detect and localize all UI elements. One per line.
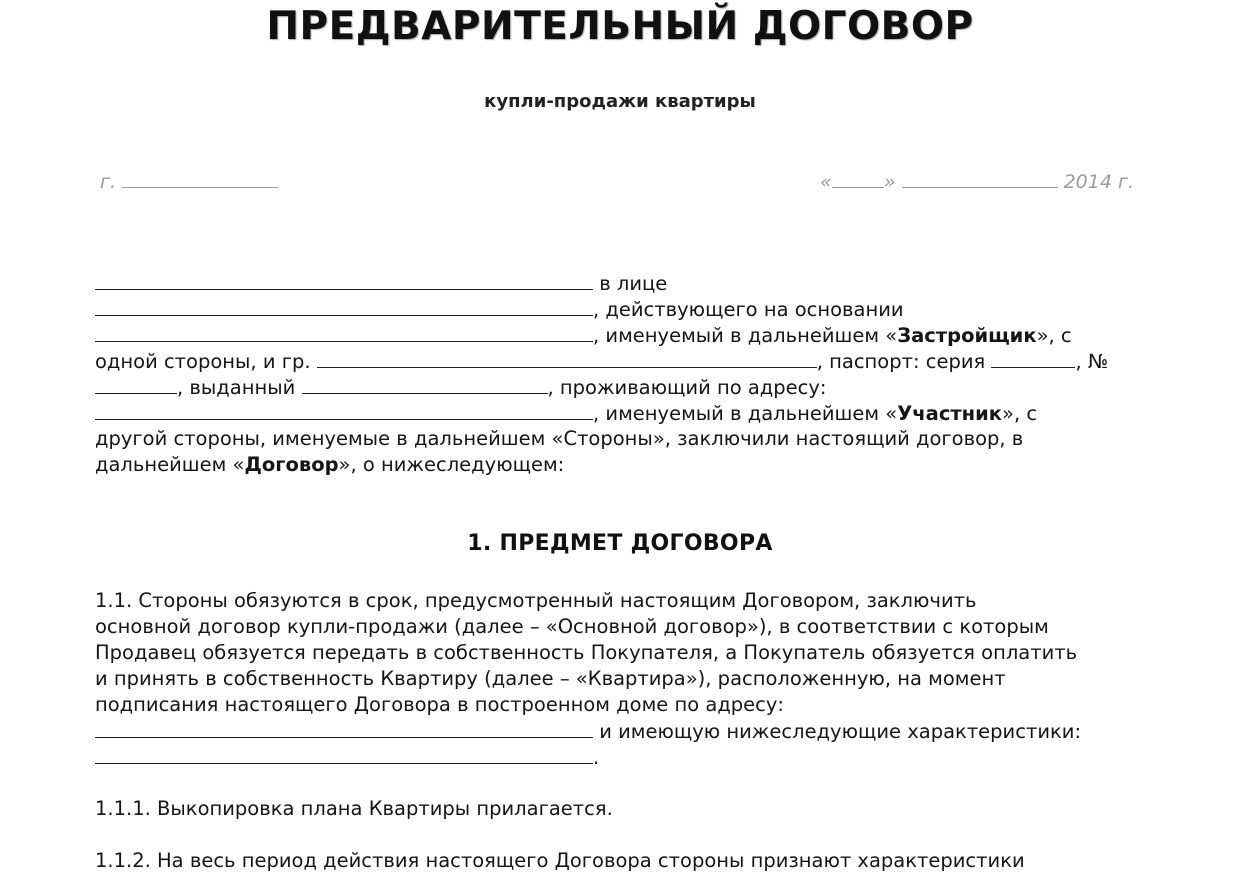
preamble-line-5 <box>95 374 826 401</box>
address-blank <box>95 400 593 420</box>
preamble-text: в лице <box>599 272 668 295</box>
developer-term: Застройщик <box>897 324 1037 347</box>
document-subtitle: купли-продажи квартиры <box>484 91 756 112</box>
preamble-line-6 <box>95 400 1037 427</box>
passport-number-blank <box>95 374 177 394</box>
clause-1-1-1: 1.1.1. Выкопировка плана Квартиры прилагается. <box>95 797 613 820</box>
citizen-name-blank <box>317 348 817 368</box>
preamble-line-3 <box>95 322 1072 349</box>
preamble-text: , именуемый в дальнейшем « <box>593 324 898 347</box>
date-close-quote: » <box>883 171 896 193</box>
clause-text: и имеющую нижеследующие характеристики: <box>599 720 1082 743</box>
participant-term: Участник <box>897 402 1003 425</box>
preamble-text: », с <box>1002 402 1038 425</box>
preamble-text: , именуемый в дальнейшем « <box>593 402 898 425</box>
month-blank <box>902 168 1058 188</box>
clause-1-1-line-6 <box>95 718 1081 745</box>
contract-date <box>820 168 1134 193</box>
day-blank <box>832 168 884 188</box>
passport-series-blank <box>991 348 1075 368</box>
city-blank <box>122 168 278 188</box>
contract-term: Договор <box>244 453 339 476</box>
preamble-text: », о нижеследующем: <box>338 453 565 476</box>
clause-text: . <box>593 746 600 769</box>
developer-name-blank <box>95 270 593 290</box>
clause-1-1-line-2: основной договор купли-продажи (далее – «Основной договор»), в соответствии с которым <box>95 615 1049 638</box>
preamble-text: дальнейшем « <box>95 453 245 476</box>
preamble-text: , проживающий по адресу: <box>547 376 827 399</box>
apartment-address-blank-2 <box>95 744 593 764</box>
clause-1-1-line-1: 1.1. Стороны обязуются в срок, предусмотренный настоящим Договором, заключить <box>95 589 977 612</box>
apartment-address-blank <box>95 718 593 738</box>
date-open-quote: « <box>820 171 832 193</box>
contract-place <box>100 168 278 193</box>
preamble-line-7: другой стороны, именуемые в дальнейшем «Стороны», заключили настоящий договор, в <box>95 427 1024 450</box>
preamble-line-2 <box>95 296 904 323</box>
clause-1-1-2: 1.1.2. На весь период действия настоящего Договора стороны признают характеристики <box>95 849 1025 872</box>
preamble-line-1 <box>95 270 667 297</box>
city-prefix: г. <box>100 171 117 193</box>
preamble-text: , № <box>1075 350 1109 373</box>
preamble-text: , действующего на основании <box>593 298 904 321</box>
preamble-text: », с <box>1036 324 1072 347</box>
basis-blank <box>95 322 593 342</box>
date-year: 2014 г. <box>1063 171 1134 193</box>
clause-1-1-line-7 <box>95 744 599 771</box>
section-1-title: 1. ПРЕДМЕТ ДОГОВОРА <box>467 531 773 556</box>
clause-1-1-line-3: Продавец обязуется передать в собственность Покупателя, а Покупатель обязуется оплатить <box>95 641 1078 664</box>
document-title: ПРЕДВАРИТЕЛЬНЫЙ ДОГОВОР <box>266 4 974 49</box>
issued-by-blank <box>302 374 548 394</box>
representative-blank <box>95 296 593 316</box>
preamble-text: одной стороны, и гр. <box>95 350 311 373</box>
preamble-line-4 <box>95 348 1108 375</box>
preamble-line-8 <box>95 452 564 478</box>
clause-1-1-line-5: подписания настоящего Договора в построенном доме по адресу: <box>95 693 785 716</box>
clause-1-1-line-4: и принять в собственность Квартиру (далее – «Квартира»), расположенную, на момент <box>95 667 1006 690</box>
preamble-text: , паспорт: серия <box>816 350 986 373</box>
preamble-text: , выданный <box>177 376 296 399</box>
